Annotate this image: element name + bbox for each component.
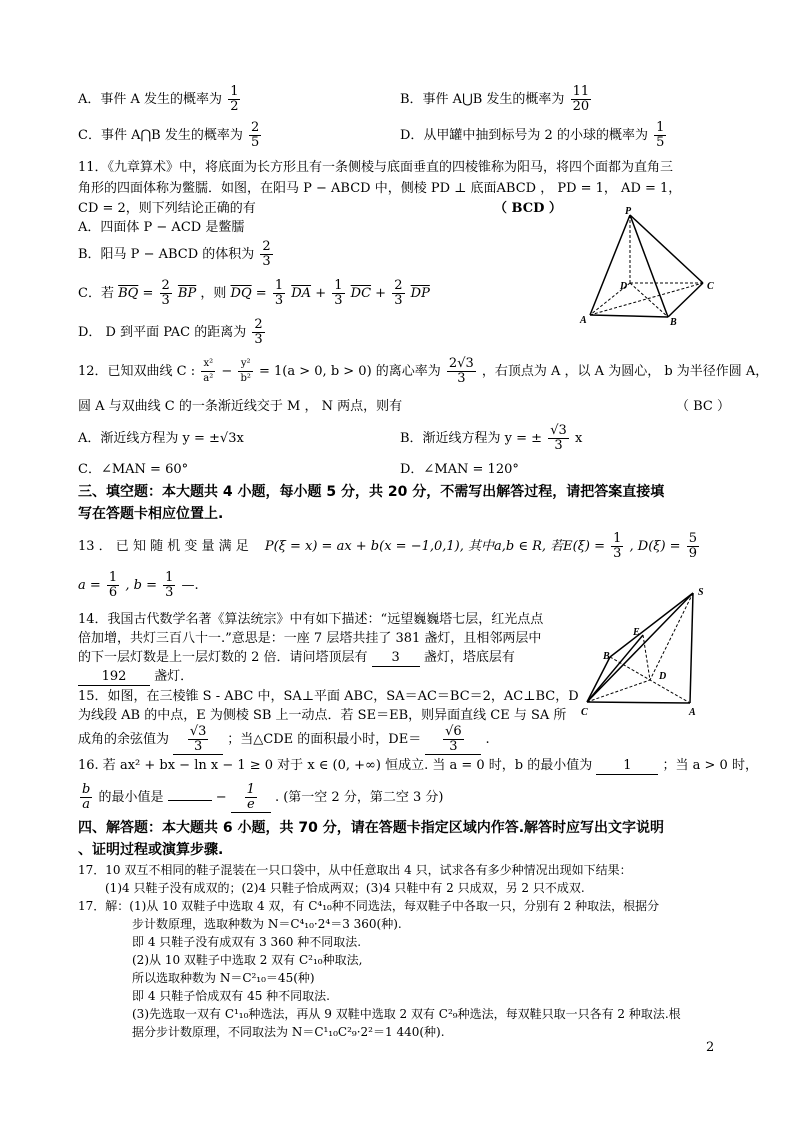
q11-option-d: D． D 到平面 PAC 的距离为 $\frac{2}{3}$ [78, 317, 263, 347]
q17-line1: 17．10 双互不相同的鞋子混装在一只口袋中，从中任意取出 4 只，试求各有多少种情况出现如下结果： [78, 863, 632, 877]
q10-option-c [78, 121, 263, 150]
fraction: $\frac{2}{5}$ [250, 120, 260, 150]
q14-line2: 倍加增，共灯三百八十一.”意思是：一座 7 层塔共挂了 381 盏灯，且相邻两层中 [78, 631, 542, 646]
q12-line1: 12．已知双曲线 C : $\frac{\text{x²}}{\text{a²}}$ − $\frac{\text{y²}}{\text{b²}}$ = 1(a > 0, b > 0) 的离心率为 $\frac{2√3}{3}$ ，右顶点为 A ，以 A 为圆心， b 为半径作圆 A， [78, 356, 769, 386]
q11-line2: 角形的四面体称为鳖臑．如图，在阳马 P − ABCD 中，侧棱 PD ⊥ 底面ABCD ， PD = 1， AD = 1， [78, 181, 682, 196]
q17-solution-6: 即 4 只鞋子恰成双有 45 种不同取法. [132, 989, 330, 1003]
q17-line2: (1)4 只鞋子没有成双的；(2)4 只鞋子恰成两双；(3)4 只鞋中有 2 只成双，另 2 只不成双. [105, 881, 585, 895]
q17-solution-4: (2)从 10 双鞋子中选取 2 双有 C²₁₀种取法, [132, 953, 363, 967]
section4-heading: 四、解答题：本大题共 6 小题，共 70 分，请在答题卡指定区域内作答.解答时应写出文字说明 [78, 820, 665, 836]
q17-solution-5: 所以选取种数为 N＝C²₁₀＝45(种) [132, 971, 315, 985]
q16-line1: 16. 若 ax² + bx − ln x − 1 ≥ 0 对于 x ∈ (0, +∞) 恒成立. 当 a = 0 时，b 的最小值为 1 ；当 a > 0 时， [78, 758, 758, 775]
pyramid-figure [575, 205, 725, 330]
fraction: $\frac{11}{20}$ [572, 84, 590, 114]
q17-solution-1: 17．解：(1)从 10 双鞋子中选取 4 双，有 C⁴₁₀种不同选法，每双鞋子中各取一只，分别有 2 种取法，根据分 [78, 899, 660, 913]
q17-solution-8: 据分步计数原理，不同取法为 N＝C¹₁₀C²₉·2²＝1 440(种). [132, 1025, 445, 1039]
q14-answer-blank1: 3 [372, 650, 420, 667]
q10-b-text: B．事件 A⋃B 发生的概率为 [400, 92, 565, 107]
q17-solution-3: 即 4 只鞋子没有成双有 3 360 种不同取法. [132, 935, 362, 949]
label-d: D [659, 671, 667, 682]
q14-line4: 192 盏灯． [78, 669, 193, 686]
q14-line1: 14．我国古代数学名著《算法统宗》中有如下描述：“远望巍巍塔七层，红光点点 [78, 612, 544, 627]
q10-d-text: D．从甲罐中抽到标号为 2 的小球的概率为 [400, 128, 648, 143]
q11-option-b: B．阳马 P − ABCD 的体积为 $\frac{2}{3}$ [78, 239, 271, 269]
label-a: A [580, 315, 587, 326]
q12-option-d: D．∠MAN = 120° [400, 462, 519, 477]
q15-line2: 为线段 AB 的中点，E 为侧棱 SB 上一动点．若 SE＝EB，则异面直线 CE 与 SA 所 [78, 708, 567, 723]
label-c: C [581, 707, 588, 718]
q10-a-text: A．事件 A 发生的概率为 [78, 92, 223, 107]
q15-line3: 成角的余弦值为 $\frac{√3}{3}$ ；当△CDE 的面积最小时，DE＝ $\frac{√6}{3}$ . [78, 724, 490, 754]
q14-answer-blank2: 192 [78, 669, 150, 686]
q11-answer: （ BCD ） [494, 201, 562, 216]
q13-line2: a = $\frac{1}{6}$ , b = $\frac{1}{3}$ —. [78, 570, 199, 600]
label-c: C [707, 281, 714, 292]
q12-option-c: C．∠MAN = 60° [78, 462, 189, 477]
fraction: $\frac{1}{2}$ [230, 84, 239, 114]
q16-answer-blank1: 1 [596, 758, 658, 775]
fraction: $\frac{2}{3}$ [262, 239, 271, 269]
q17-solution-7: (3)先选取一双有 C¹₁₀种选法，再从 9 双鞋中选取 2 双有 C²₉种选法，每双鞋只取一只各有 2 种取法.根 [132, 1007, 681, 1021]
q15-line1: 15．如图，在三棱锥 S - ABC 中，SA⊥平面 ABC，SA＝AC＝BC＝2，AC⊥BC，D [78, 689, 579, 704]
q12-line2: 圆 A 与双曲线 C 的一条渐近线交于 M ， N 两点，则有 [78, 399, 403, 414]
q12-option-a: A．渐近线方程为 y = ±√3x [78, 431, 244, 446]
label-b: B [603, 651, 610, 662]
q12-answer: （ BC ） [676, 399, 731, 414]
tetrahedron-figure [575, 585, 715, 720]
q12-option-b: B．渐近线方程为 y = ± $\frac{√3}{3}$ x [400, 423, 583, 453]
fraction: $\frac{2}{3}$ [254, 317, 263, 347]
q16-line2: $\frac{b}{a}$ 的最小值是 − $\frac{1}{e}$ . (第一空 2 分，第二空 3 分) [82, 782, 444, 812]
section3-heading-cont: 写在答题卡相应位置上. [78, 506, 224, 522]
label-e: E [633, 627, 640, 638]
q11-line3: CD = 2，则下列结论正确的有 [78, 201, 256, 216]
label-a: A [689, 707, 696, 718]
q10-c-text: C．事件 A⋂B 发生的概率为 [78, 128, 243, 143]
q17-solution-2: 步计数原理，选取种数为 N＝C⁴₁₀·2⁴＝3 360(种). [132, 917, 402, 931]
label-p: P [625, 206, 632, 217]
section4-heading-cont: 、证明过程或演算步骤. [78, 842, 224, 858]
q11-option-a: A．四面体 P − ACD 是鳖臑 [78, 220, 245, 235]
label-b: B [670, 317, 677, 328]
label-s: S [698, 587, 704, 598]
q10-option-d [400, 121, 668, 150]
section3-heading: 三、填空题：本大题共 4 小题，每小题 5 分，共 20 分，不需写出解答过程，请把答案直接填 [78, 484, 665, 500]
q14-line3: 的下一层灯数是上一层灯数的 2 倍．请问塔顶层有 3 盏灯，塔底层有 [78, 650, 515, 667]
q11-line1: 11．《九章算术》中，将底面为长方形且有一条侧棱与底面垂直的四棱锥称为阳马，将四个面都为直角三 [78, 160, 674, 175]
page-number: 2 [706, 1040, 715, 1055]
label-d: D [620, 281, 628, 292]
q10-option-a [78, 85, 242, 114]
q13-line1: 13 ． 已 知 随 机 变 量 满 足 P(ξ = x) = ax + b(x = −1,0,1), 其中a,b ∈ R, 若E(ξ) = $\frac{1}{3}$ , D(ξ) = $\frac{5}{9}$ [78, 531, 697, 561]
fraction: $\frac{1}{5}$ [656, 120, 665, 150]
q11-option-c: C．若 $\overline{BQ}$ = $\frac{2}{3}$ $\overline{BP}$ ，则 $\overline{DQ}$ = $\frac{1}{3}$ $\overline{DA}$ + $\frac{1}{3}$ $\overline{DC}$ + $\frac{2}{3}$ $\overline{DP}$ [78, 278, 430, 308]
q10-option-b [400, 85, 593, 114]
